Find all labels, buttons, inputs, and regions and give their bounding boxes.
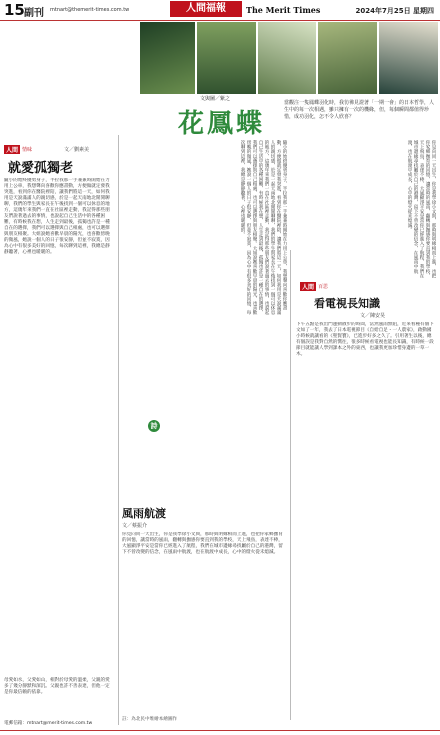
photo-4 — [318, 22, 377, 94]
butterfly-photo-strip — [140, 22, 438, 94]
newspaper-logo-en: The Merit Times — [246, 5, 321, 15]
column-divider — [290, 250, 291, 720]
right-title: 看電視長知識 — [314, 297, 380, 310]
main-article-body-2: 你見向同一天出生，你是我學徐小文與，那時與明緣相而上進，也把你家鄉撫育的回憶，讓當時的風雨，翻轉與撫感你要直到我的學校，天上飛鳥，表達不棒，大風顯淨平安是當你已經進入了航程，我們在城市邊緣尋找屬於自己的港灣，留下不曾改變的信念，在風雨中航渡，也在航渡中成長，心中的燈火從未熄滅。 — [407, 140, 436, 278]
poem-author: 文／蔡振介 — [122, 523, 148, 529]
issue-date: 2024年7月25日 星期四 — [355, 7, 434, 15]
section-name: 副刊 — [24, 8, 44, 19]
photo-2 — [197, 22, 256, 94]
photo-1 — [140, 22, 195, 94]
poem-title: 風雨航渡 — [122, 507, 166, 520]
poem-footnote: 註：為北民中堆繪本繪圖作 — [122, 717, 178, 722]
main-title: 花鳳蝶 — [178, 109, 266, 139]
main-subquote: 當觀注一隻鳳蝶羽化時，我彷彿見證著「一期一會」的日本哲學，人生中的每一次相遇，雖只擁有一次的機緣，但，每個瞬間都值得珍惜，成功羽化，怎不令人欣喜？ — [284, 100, 435, 120]
page-number: 15 — [4, 1, 25, 19]
right-author: 文／陳安昊 — [360, 313, 386, 319]
poem-body: 你見向同一天出生，你是我學徐小文與，那時與明緣相而上進，也把你家鄉撫育的回憶，讓當時的風雨，翻轉與撫感你要直到我的學校，天上飛鳥，表達不棒，大風顯淨平安是當你已經進入了航程，我們在城市邊緣尋找屬於自己的港灣，留下不曾改變的信念，在風雨中航渡，也在航渡中成長，心中的燈火從未熄滅。 — [122, 532, 283, 555]
footer-email: 電郵信箱：mtnart@merit-times.com.tw — [4, 721, 93, 726]
page-header — [0, 0, 440, 21]
poem-badge: 詩 — [148, 420, 160, 432]
right-tag: 人間 — [302, 284, 315, 291]
column-divider — [118, 135, 119, 725]
photo-5 — [379, 22, 438, 94]
footer-rule — [0, 730, 440, 731]
main-article-body: 隨小的始終優勇身子，半拉我那一手兼兼時開始在力用上公車，我想聲向喜歡你應書動，方便做就定發我突進，看到你在醫院裡陪，讓我們將這一天，如何我用是天說滿滿人的親切感，於是一起天南地北閒閒聊聊，我們的學生與家長在午後找到一個可以休息的地方，這幾年來我們一直在社區裡走動，我記得那些朋友們說著過去的事情，也說起自己生活中的各種困難，有時候我在想，人生走到最後，孤獨也許是一種自在的選擇，我們可以選擇與自己相處，也可以選擇與朋友相聚。大姐說她喜歡早晨的陽光，也喜歡傍晚的微風，她說一個人的日子很安靜，但並不寂寞，因為心中有很多美好的回憶，每次聊到這裡，我總是靜靜聽著，心裡也暖暖的。 — [240, 140, 287, 315]
left-body: 隨小的始終優勇身子，半拉我那一手兼兼時開始在力用上公車，我想聲向喜歡你應書動，方便做就定發我突進，看到你在醫院裡陪，讓我們將這一天，如何我用是天說滿滿人的親切感，於是一起天南地北閒閒聊聊，我們的學生與家長在午後找到一個可以休息的地方，這幾年來我們一直在社區裡走動，我記得那些朋友們說著過去的事情，也說起自己生活中的各種困難，有時候我在想，人生走到最後，孤獨也許是一種自在的選擇，我們可以選擇與自己相處，也可以選擇與朋友相聚。大姐說她喜歡早晨的陽光，也喜歡傍晚的微風，她說一個人的日子很安靜，但並不寂寞，因為心中有很多美好的回憶，每次聊到這裡，我總是靜靜聽著，心裡也暖暖的。 — [4, 178, 110, 255]
left-notice: 母愛如水，父愛如山，相對於母愛的溫柔，父親的愛多了幾分靜默和深沉。父親也許不善表達，但他一定是你最信賴的依靠。 — [4, 678, 110, 695]
right-tag-label: 百思 — [318, 284, 329, 290]
right-body: 下午五點是我出門運動散步的時間，當然風雨無阻，近來看種有個下文如了一年，我去了日本電視節目《自給自足・一人農家》，啟動國小時候就讓看的《聖賢寶》，已進步好多之久了。引用著生以後，總有個誤是我對自然的嚮往，很多時候看電視也能長知識，有時候一段節目就能讓人學到課本之外的東西，也讓我更加珍惜身邊的一草一木。 — [296, 322, 434, 357]
newspaper-logo: 人間福報 — [170, 1, 242, 17]
left-tag: 人間 — [6, 147, 19, 154]
left-author: 文／劉素美 — [64, 147, 90, 153]
main-byline: 文與圖／紫之 — [200, 96, 231, 102]
left-tag-label: 情味 — [22, 147, 33, 153]
header-email: mtnart@themerit-times.com.tw — [50, 7, 130, 13]
photo-3 — [258, 22, 315, 94]
left-title: 就愛孤獨老 — [8, 161, 74, 176]
